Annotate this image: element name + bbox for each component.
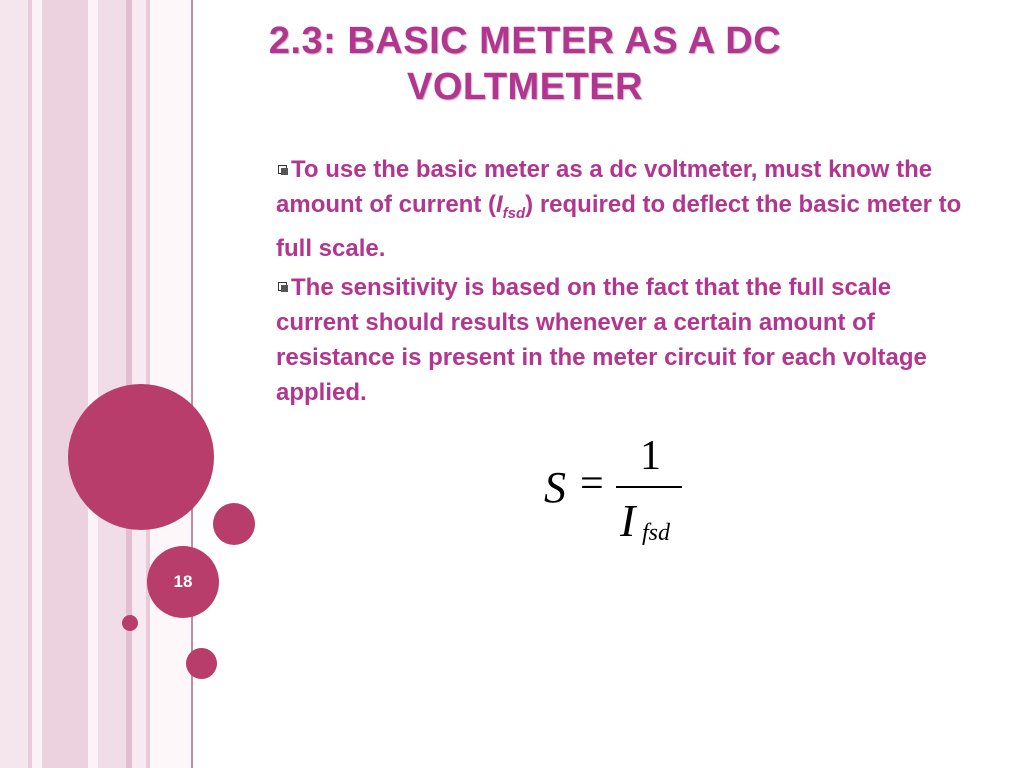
bullet-text: The sensitivity is based on the fact that the full scale current should results whenever a certain amount of resistance is present in the meter circuit for each voltage applied.: [276, 273, 927, 406]
fraction-bar: [616, 486, 682, 488]
bullet-text-before: To use the basic meter as a dc voltmeter, must know the amount of current (: [276, 156, 933, 218]
bullet-item: [276, 152, 976, 266]
sensitivity-formula: [540, 432, 700, 552]
current-symbol-letter: I: [496, 191, 503, 218]
decorative-stripe: [32, 0, 42, 768]
decorative-circle-large: [68, 384, 214, 530]
current-symbol-subscript: fsd: [502, 204, 526, 222]
page-number: 18: [173, 572, 193, 591]
decorative-stripe: [42, 0, 88, 768]
formula-equals: =: [580, 461, 604, 507]
current-symbol: [496, 191, 526, 222]
decorative-circle-lower: [186, 648, 217, 679]
square-bullet-icon: [278, 282, 288, 292]
decorative-stripe: [150, 0, 190, 768]
decorative-stripe: [88, 0, 98, 768]
decorative-stripe: [0, 0, 28, 768]
decorative-circle-medium: [213, 503, 255, 545]
decorative-stripe: [98, 0, 126, 768]
bullet-text-after: ) required to deflect the basic meter to full scale.: [276, 191, 962, 262]
bullet-item: [276, 270, 976, 410]
square-bullet-icon: [278, 165, 288, 175]
formula-lhs: S: [544, 463, 566, 512]
page-number-badge: [147, 546, 219, 618]
decorative-circle-small: [122, 615, 138, 631]
formula-numerator: 1: [640, 433, 661, 479]
formula-denominator-subscript: fsd: [642, 520, 671, 546]
formula-denominator-symbol: I: [620, 495, 636, 546]
slide-title: 2.3: BASIC METER AS A DC VOLTMETER: [268, 20, 782, 108]
bullet-list: [276, 152, 976, 414]
